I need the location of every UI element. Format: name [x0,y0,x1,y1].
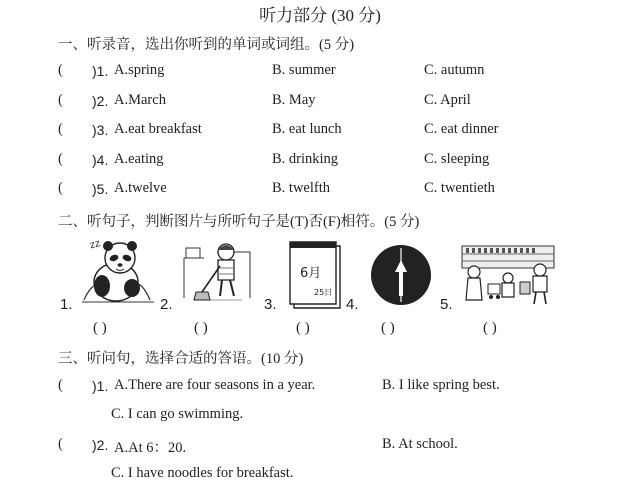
part3-heading: 三、听问句，选择合适的答语。(10 分) [58,351,304,367]
boy-sweeping-picture [182,238,254,306]
answer-paren[interactable]: ( [58,377,63,393]
option-b[interactable]: B. summer [272,62,336,78]
part1-heading: 一、听录音，选出你听到的单词或词组。(5 分) [58,37,355,53]
option-a[interactable]: A.spring [114,62,165,78]
option-a[interactable]: A.eating [114,151,164,167]
one-way-sign-picture [370,244,432,306]
option-c[interactable]: C. sleeping [424,151,490,167]
option-c[interactable]: C. April [424,92,471,108]
option-b[interactable]: B. At school. [382,436,458,452]
answer-paren[interactable]: ( [58,180,63,196]
question-number: )1. [92,63,109,79]
option-c[interactable]: C. eat dinner [424,121,499,137]
option-a[interactable]: A.March [114,92,166,108]
part2-heading: 二、听句子，判断图片与所听句子是(T)否(F)相符。(5 分) [58,214,420,230]
answer-box[interactable]: ( ) [93,320,107,336]
calendar-month: 6月 [300,266,322,281]
option-a[interactable]: A.There are four seasons in a year. [114,377,316,393]
option-a[interactable]: A.eat breakfast [114,121,202,137]
question-number: )4. [92,152,109,168]
answer-box[interactable]: ( ) [194,320,208,336]
option-a[interactable]: A.At 6：20. [114,440,187,456]
option-b[interactable]: B. May [272,92,316,108]
answer-box[interactable]: ( ) [296,320,310,336]
option-b[interactable]: B. I like spring best. [382,377,500,393]
option-c[interactable]: C. autumn [424,62,485,78]
picture-number: 5. [440,296,453,313]
question-number: )2. [92,93,109,109]
question-number: )1. [92,378,109,394]
picture-number: 4. [346,296,359,313]
family-shopping-picture [460,242,556,308]
picture-number: 1. [60,296,73,313]
answer-paren[interactable]: ( [58,92,63,108]
option-b[interactable]: B. drinking [272,151,339,167]
picture-number: 3. [264,296,277,313]
question-number: )2. [92,437,109,453]
answer-paren[interactable]: ( [58,151,63,167]
answer-box[interactable]: ( ) [381,320,395,336]
answer-paren[interactable]: ( [58,121,63,137]
answer-paren[interactable]: ( [58,62,63,78]
picture-number: 2. [160,296,173,313]
option-c[interactable]: C. twentieth [424,180,495,196]
page-title: 听力部分 (30 分) [259,6,381,25]
question-number: )5. [92,181,109,197]
calendar-day: 25日 [314,288,333,297]
question-number: )3. [92,122,109,138]
answer-paren[interactable]: ( [58,436,63,452]
svg-text:zz: zz [88,238,102,252]
option-a[interactable]: A.twelve [114,180,167,196]
option-b[interactable]: B. eat lunch [272,121,342,137]
answer-box[interactable]: ( ) [483,320,497,336]
sleeping-panda-picture [80,236,156,306]
option-b[interactable]: B. twelfth [272,180,330,196]
option-c[interactable]: C. I have noodles for breakfast. [111,465,294,481]
option-c[interactable]: C. I can go swimming. [111,406,244,422]
